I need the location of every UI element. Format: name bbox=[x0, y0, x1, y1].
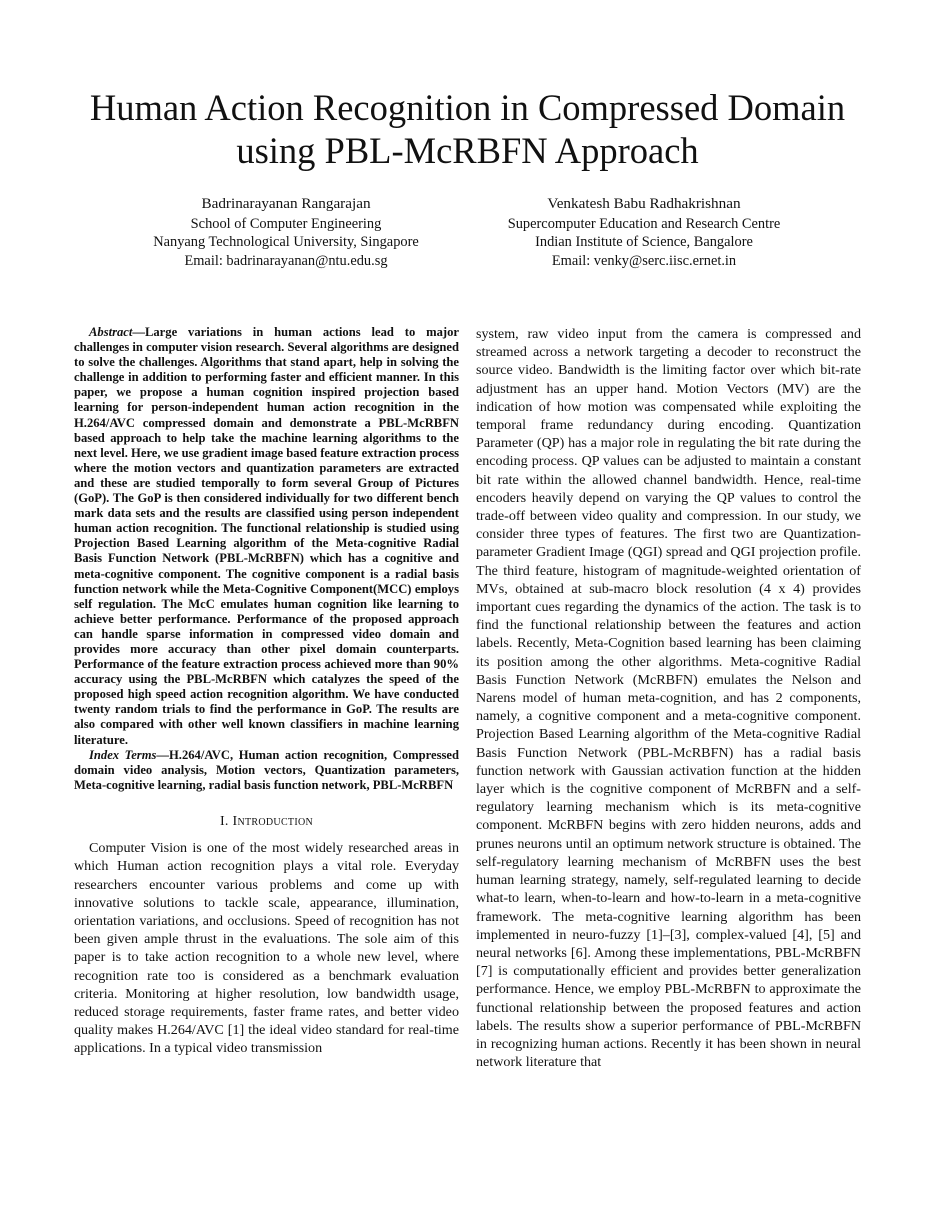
author-block bbox=[60, 195, 875, 275]
author-1 bbox=[130, 195, 442, 270]
right-column bbox=[476, 325, 861, 1071]
index-terms-text: —H.264/AVC, Human action recognition, Compressed domain video analysis, Motion vectors, Quantization parameters, Meta-cognitive learning, radial basis function network, PBL-McRBFN bbox=[74, 747, 459, 792]
abstract-label: Abstract bbox=[89, 325, 133, 339]
author-affiliation: School of Computer Engineering bbox=[190, 215, 382, 232]
author-email: Email: badrinarayanan@ntu.edu.sg bbox=[184, 252, 388, 269]
body-paragraph: Computer Vision is one of the most widely researched areas in which Human action recognition plays a vital role. Everyday researchers encounter various problems and come up with innovative solutions to tackle scale, appearance, illumination, orientation variations, and occlusions. Speed of recognition has not been given ample thrust in the evaluations. The sole aim of this paper is to take action recognition to a whole new level, where recognition rate too is considered as a benchmark evaluation criteria. Monitoring at higher resolution, low bandwidth usage, reduced storage requirements, faster frame rates, and better video quality makes H.264/AVC [1] the ideal video standard for real-time applications. In a typical video transmission bbox=[74, 840, 459, 1057]
left-column bbox=[74, 325, 459, 1058]
index-terms bbox=[74, 748, 459, 793]
body-paragraph-continued: system, raw video input from the camera is compressed and streamed across a network targeting a decoder to reconstruct the source video. Bandwidth is the limiting factor over which bit-rate adjustment has an upper hand. Motion Vectors (MV) are the indication of how motion was compensated while exploiting the temporal frame redundancy during encoding. Quantization Parameter (QP) has a major role in regulating the bit rate during the encoding process. QP values can be adjusted to maintain a constant bit rate within the allowed channel bandwidth. Hence, real-time encoders heavily depend on varying the QP values to control the trade-off between video quality and compression. In our study, we consider three types of features. The first two are Quantization-parameter Gradient Image (QGI) spread and QGI projection profile. The third feature, histogram of magnitude-weighted orientation of MVs, obtained at sub-macro block resolution (4 x 4) provides important cues regarding the dynamics of the action. The task is to find the functional relationship between the features and action labels. Recently, Meta-Cognition based learning has been claiming its position among the other algorithms. Meta-cognitive Radial Basis Function Network (McRBFN) emulates the Nelson and Narens model of human meta-cognition, and has 2 components, namely, a cognitive component and a meta-cognitive component. Projection Based Learning algorithm of the Meta-cognitive Radial Basis Function Network (PBL-McRBFN) has a radial basis function network with Gaussian activation function at the hidden layer which is the cognitive component of McRBFN and a self-regulatory learning mechanism which is its meta-cognitive component. McRBFN begins with zero hidden neurons, adds and prunes neurons until an optimum network structure is obtained. The self-regulatory learning mechanism of McRBFN uses the best human learning strategy, namely, self-regulated learning to decide what-to learn, when-to-learn and how-to-learn in a meta-cognitive framework. The meta-cognitive learning algorithm has been implemented in neuro-fuzzy [1]–[3], complex-valued [4], [5] and neural networks [6]. Among these implementations, PBL-McRBFN [7] is computationally efficient and provides better generalization performance. Hence, we employ PBL-McRBFN to approximate the functional relationship between the proposed features and action labels. The results show a superior performance of PBL-McRBFN in recognizing human actions. Recently it has been shown in neural network literature that bbox=[476, 326, 861, 1071]
index-terms-label: Index Terms bbox=[89, 747, 157, 762]
author-affiliation: Nanyang Technological University, Singapore bbox=[153, 234, 419, 250]
author-name: Badrinarayanan Rangarajan bbox=[201, 195, 371, 212]
abstract bbox=[74, 325, 459, 748]
author-affiliation: Supercomputer Education and Research Centre bbox=[507, 215, 781, 232]
author-affiliation: Indian Institute of Science, Bangalore bbox=[535, 234, 753, 250]
paper-title: Human Action Recognition in Compressed Domain using PBL-McRBFN Approach bbox=[89, 87, 846, 171]
author-name: Venkatesh Babu Radhakrishnan bbox=[547, 195, 741, 212]
author-2 bbox=[485, 195, 803, 270]
abstract-text: —Large variations in human actions lead to major challenges in computer vision research. Several algorithms are designed to solve the challenges. Algorithms that stand apart, help in solving the challenge in addition to performing faster and efficient manner. In this paper, we propose a human cognition inspired projection based learning for person-independent human action recognition in the H.264/AVC compressed domain and demonstrate a PBL-McRBFN based approach to help take the machine learning algorithms to the next level. Here, we use gradient image based feature extraction process where the motion vectors and quantization parameters are extracted and these are studied temporally to form several Group of Pictures (GoP). The GoP is then considered individually for two different bench mark data sets and the results are classified using person independent human action recognition. The functional relationship is studied using Projection Based Learning algorithm of the Meta-cognitive Radial Basis Function Network (PBL-McRBFN) which has a cognitive and meta-cognitive component. The cognitive component is a radial basis function network while the Meta-Cognitive Component(MCC) employs self regulation. The McC emulates human cognition like learning to achieve better performance. Performance of the proposed approach can handle sparse information in compressed video domain and provides more accuracy than other pixel domain counterparts. Performance of the feature extraction process achieved more than 90% accuracy using the PBL-McRBFN which catalyzes the speed of the proposed high speed action recognition algorithm. We have conducted twenty random trials to find the performance in GoP. The results are also compared with other well known classifiers in machine learning literature. bbox=[74, 325, 459, 747]
section-heading: I. Introduction bbox=[219, 813, 314, 829]
author-email: Email: venky@serc.iisc.ernet.in bbox=[551, 252, 737, 269]
